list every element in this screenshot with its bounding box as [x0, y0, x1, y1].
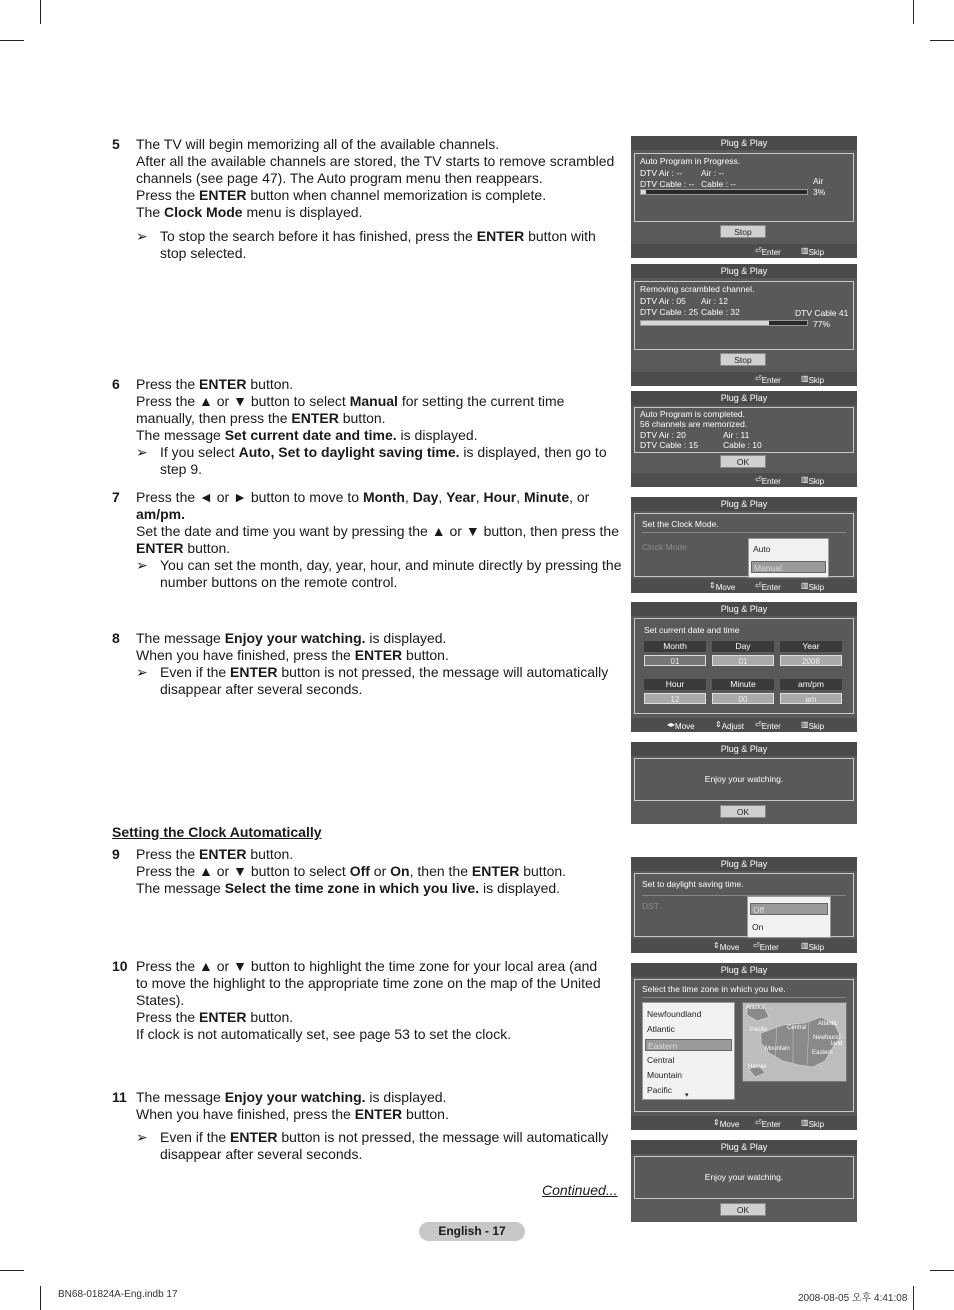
month-field[interactable]: 01: [644, 655, 706, 666]
step-text: States).: [136, 992, 185, 1008]
step-body: [136, 489, 622, 591]
dst-dropdown[interactable]: [747, 896, 831, 938]
enter-hint: ⏎ Enter: [755, 246, 781, 257]
hour-label: Hour: [644, 679, 706, 690]
osd-daylight-saving: [631, 857, 857, 953]
option-on[interactable]: On: [752, 922, 764, 932]
osd-title: Plug & Play: [631, 136, 857, 150]
step-text: If clock is not automatically set, see page 53 to set the clock.: [136, 1026, 512, 1042]
move-hint: ⇕ Move: [709, 581, 736, 592]
step-number: 8: [112, 630, 120, 646]
osd-removing-scrambled: [631, 264, 857, 386]
crop-mark: [0, 1270, 24, 1271]
progress-fill: [641, 321, 769, 325]
osd-heading: Set current date and time: [644, 625, 740, 635]
note: ➢ To stop the search before it has finished, press the ENTER button with stop selected.: [136, 228, 596, 261]
crop-mark: [0, 40, 24, 41]
continued-text: Continued...: [542, 1182, 618, 1198]
step-text: When you have finished, press the ENTER button.: [136, 1106, 449, 1122]
step-text: Set the date and time you want by pressing the ▲ or ▼ button, then press the: [136, 523, 619, 539]
zone-newfoundland[interactable]: Newfoundland: [647, 1009, 702, 1019]
skip-hint: ▥ Skip: [801, 246, 825, 257]
air-count: Air : --: [701, 168, 725, 178]
osd-footer: [631, 939, 857, 953]
step-text: Press the ▲ or ▼ button to select Manual for setting the current time: [136, 393, 565, 409]
step-text: Press the ◄ or ► button to move to Month, Day, Year, Hour, Minute, or: [136, 489, 590, 505]
step-body: [136, 1089, 608, 1163]
crop-mark: [40, 0, 41, 24]
zone-atlantic[interactable]: Atlantic: [647, 1024, 675, 1034]
osd-enjoy-watching: [631, 742, 857, 824]
scroll-down-icon[interactable]: ▾: [685, 1092, 689, 1099]
enter-hint: ⏎ Enter: [755, 475, 781, 486]
footer-filename: BN68-01824A-Eng.indb 17: [58, 1289, 178, 1300]
skip-hint: ▥ Skip: [801, 1118, 825, 1129]
osd-set-date-time: [631, 602, 857, 732]
source-label: Air: [813, 176, 824, 186]
minute-field[interactable]: 00: [712, 693, 774, 704]
step-body: [136, 958, 601, 1043]
year-field[interactable]: 2008: [780, 655, 842, 666]
osd-panel: [634, 873, 854, 937]
step-body: [136, 136, 614, 262]
crop-mark: [40, 1286, 41, 1310]
move-hint: ◂▸ Move: [667, 720, 695, 731]
dtv-cable-count: DTV Cable : 15: [640, 440, 699, 450]
note: ➢ Even if the ENTER button is not pressed, the message will automatically disappear after several seconds.: [136, 664, 609, 697]
crop-mark: [930, 40, 954, 41]
move-hint: ⇕ Move: [713, 941, 740, 952]
step-text: Press the ENTER button.: [136, 846, 294, 862]
osd-heading: Auto Program in Progress.: [640, 156, 741, 166]
zone-central[interactable]: Central: [647, 1055, 675, 1065]
step-number: 7: [112, 489, 120, 505]
enter-hint: ⏎ Enter: [755, 581, 781, 592]
arrow-icon: ➢: [136, 664, 148, 680]
stop-button[interactable]: Stop: [720, 225, 766, 238]
osd-auto-program: [631, 136, 857, 258]
osd-title: Plug & Play: [631, 857, 857, 871]
map-label-hawaii: Hawaii: [748, 1064, 767, 1070]
option-off[interactable]: Off: [750, 903, 828, 915]
footer-timestamp: 2008-08-05 오후 4:41:08: [798, 1293, 908, 1304]
adjust-hint: ⇕ Adjust: [715, 720, 744, 731]
section-title: Setting the Clock Automatically: [112, 824, 322, 840]
map-label-newfoundland: Newfound-: [813, 1035, 843, 1041]
step-text: The message Set current date and time. is displayed.: [136, 427, 478, 443]
osd-title: Plug & Play: [631, 602, 857, 616]
step-text: ENTER button.: [136, 540, 231, 556]
minute-label: Minute: [712, 679, 774, 690]
step-number: 11: [112, 1089, 127, 1105]
step-body: [136, 846, 566, 897]
step-text: Press the ENTER button when channel memorization is complete.: [136, 187, 547, 203]
skip-hint: ▥ Skip: [801, 475, 825, 486]
dtv-air-count: DTV Air : --: [640, 168, 683, 178]
clock-mode-dropdown[interactable]: [748, 538, 829, 578]
osd-heading: Select the time zone in which you live.: [642, 984, 786, 994]
step-text: The Clock Mode menu is displayed.: [136, 204, 363, 220]
source-label: DTV Cable 41: [795, 308, 849, 318]
divider: [642, 997, 846, 998]
time-zone-map: [742, 1002, 847, 1082]
step-text: The message Enjoy your watching. is displayed.: [136, 1089, 447, 1105]
osd-heading: Removing scrambled channel.: [640, 284, 755, 294]
enter-hint: ⏎ Enter: [755, 374, 781, 385]
step-text: channels (see page 47). The Auto program menu then reappears.: [136, 170, 543, 186]
map-label-eastern: Eastern: [812, 1050, 833, 1056]
step-text: manually, then press the ENTER button.: [136, 410, 386, 426]
cable-count: Cable : 10: [723, 440, 762, 450]
arrow-icon: ➢: [136, 444, 148, 460]
osd-panel: [634, 618, 854, 714]
arrow-icon: ➢: [136, 228, 148, 244]
osd-panel: [634, 407, 854, 453]
osd-title: Plug & Play: [631, 264, 857, 278]
step-number: 10: [112, 958, 128, 974]
osd-panel: [634, 758, 854, 801]
dtv-air-count: DTV Air : 05: [640, 296, 686, 306]
arrow-icon: ➢: [136, 557, 148, 573]
day-label: Day: [712, 641, 774, 652]
osd-program-complete: [631, 391, 857, 487]
air-count: Air : 11: [723, 430, 750, 440]
step-body: [136, 376, 607, 478]
option-auto[interactable]: Auto: [753, 544, 771, 554]
zone-pacific[interactable]: Pacific: [647, 1085, 673, 1095]
osd-panel: [634, 979, 854, 1112]
skip-hint: ▥ Skip: [801, 374, 825, 385]
osd-panel: [634, 281, 854, 350]
progress-fill: [641, 190, 646, 194]
osd-footer: [631, 473, 857, 487]
step-text: After all the available channels are stored, the TV starts to remove scrambled: [136, 153, 615, 169]
step-number: 5: [112, 136, 120, 152]
osd-title: Plug & Play: [631, 963, 857, 977]
skip-hint: ▥ Skip: [801, 720, 825, 731]
year-label: Year: [780, 641, 842, 652]
cable-count: Cable : --: [701, 179, 736, 189]
progress-bar: [640, 320, 808, 326]
enter-hint: ⏎ Enter: [755, 1118, 781, 1129]
step-number: 6: [112, 376, 120, 392]
osd-subheading: 56 channels are memorized.: [640, 419, 748, 429]
osd-clock-mode: [631, 497, 857, 593]
dtv-air-count: DTV Air : 20: [640, 430, 686, 440]
step-text: Press the ▲ or ▼ button to select Off or On, then the ENTER button.: [136, 863, 567, 879]
osd-title: Plug & Play: [631, 1140, 857, 1154]
dtv-cable-count: DTV Cable : --: [640, 179, 695, 189]
osd-panel: [634, 513, 854, 577]
option-manual[interactable]: Manual: [751, 561, 826, 573]
osd-footer: [631, 718, 857, 732]
step-text: The message Select the time zone in which you live. is displayed.: [136, 880, 561, 896]
crop-mark: [913, 1286, 914, 1310]
dtv-cable-count: DTV Cable : 25: [640, 307, 699, 317]
ok-button[interactable]: OK: [720, 455, 766, 468]
step-text: am/pm.: [136, 506, 186, 522]
zone-mountain[interactable]: Mountain: [647, 1070, 682, 1080]
step-number: 9: [112, 846, 120, 862]
move-hint: ⇕ Move: [713, 1118, 740, 1129]
ok-button[interactable]: OK: [720, 805, 766, 818]
map-label-central: Central: [787, 1025, 807, 1031]
step-text: Press the ENTER button.: [136, 1009, 294, 1025]
note: ➢ You can set the month, day, year, hour, and minute directly by pressing the number buttons on the remote control.: [136, 557, 622, 590]
hour-field[interactable]: 12: [644, 693, 706, 704]
dst-label: DST: [642, 901, 659, 911]
month-label: Month: [644, 641, 706, 652]
zone-eastern[interactable]: Eastern: [645, 1039, 732, 1051]
step-text: to move the highlight to the appropriate time zone on the map of the United: [136, 975, 601, 991]
progress-percent: 77%: [813, 319, 831, 329]
note: ➢ If you select Auto, Set to daylight saving time. is displayed, then go to step 9.: [136, 444, 607, 477]
note: ➢ Even if the ENTER button is not pressed, the message will automatically disappear after several seconds.: [136, 1129, 609, 1162]
osd-heading: Auto Program is completed.: [640, 409, 745, 419]
clock-mode-label: Clock Mode: [642, 542, 687, 552]
page-number: English - 17: [419, 1222, 525, 1241]
ampm-field[interactable]: am: [780, 693, 842, 704]
air-count: Air : 12: [701, 296, 728, 306]
osd-panel: [634, 153, 854, 222]
map-label-newfoundland-2: land: [831, 1041, 843, 1047]
osd-footer: [631, 1116, 857, 1130]
map-label-pacific: Pacific: [750, 1027, 768, 1033]
osd-footer: [631, 244, 857, 258]
skip-hint: ▥ Skip: [801, 581, 825, 592]
osd-footer: [631, 579, 857, 593]
skip-hint: ▥ Skip: [801, 941, 825, 952]
step-body: [136, 630, 608, 698]
osd-message: Enjoy your watching.: [704, 774, 784, 784]
step-text: Press the ENTER button.: [136, 376, 294, 392]
osd-title: Plug & Play: [631, 391, 857, 405]
ok-button[interactable]: OK: [720, 1203, 766, 1216]
osd-time-zone: [631, 963, 857, 1130]
map-label-mountain: Mountain: [765, 1046, 790, 1052]
crop-mark: [913, 0, 914, 24]
enter-hint: ⏎ Enter: [753, 941, 779, 952]
divider: [642, 532, 846, 533]
step-text: The TV will begin memorizing all of the available channels.: [136, 136, 500, 152]
map-label-atlantic: Atlantic: [818, 1021, 838, 1027]
progress-percent: 3%: [813, 187, 826, 197]
osd-message: Enjoy your watching.: [704, 1172, 784, 1182]
osd-heading: Set to daylight saving time.: [642, 879, 744, 889]
time-zone-list[interactable]: [642, 1002, 735, 1100]
osd-title: Plug & Play: [631, 742, 857, 756]
enter-hint: ⏎ Enter: [755, 720, 781, 731]
cable-count: Cable : 32: [701, 307, 740, 317]
arrow-icon: ➢: [136, 1129, 148, 1145]
ampm-label: am/pm: [780, 679, 842, 690]
osd-footer: [631, 372, 857, 386]
osd-panel: [634, 1156, 854, 1199]
step-text: Press the ▲ or ▼ button to highlight the time zone for your local area (and: [136, 958, 598, 974]
crop-mark: [930, 1270, 954, 1271]
stop-button[interactable]: Stop: [720, 353, 766, 366]
day-field[interactable]: 01: [712, 655, 774, 666]
map-label-alaska: Alaska: [746, 1005, 765, 1011]
step-text: When you have finished, press the ENTER button.: [136, 647, 449, 663]
osd-enjoy-watching-2: [631, 1140, 857, 1222]
step-text: The message Enjoy your watching. is displayed.: [136, 630, 447, 646]
progress-bar: [640, 189, 808, 195]
osd-heading: Set the Clock Mode.: [642, 519, 719, 529]
osd-title: Plug & Play: [631, 497, 857, 511]
